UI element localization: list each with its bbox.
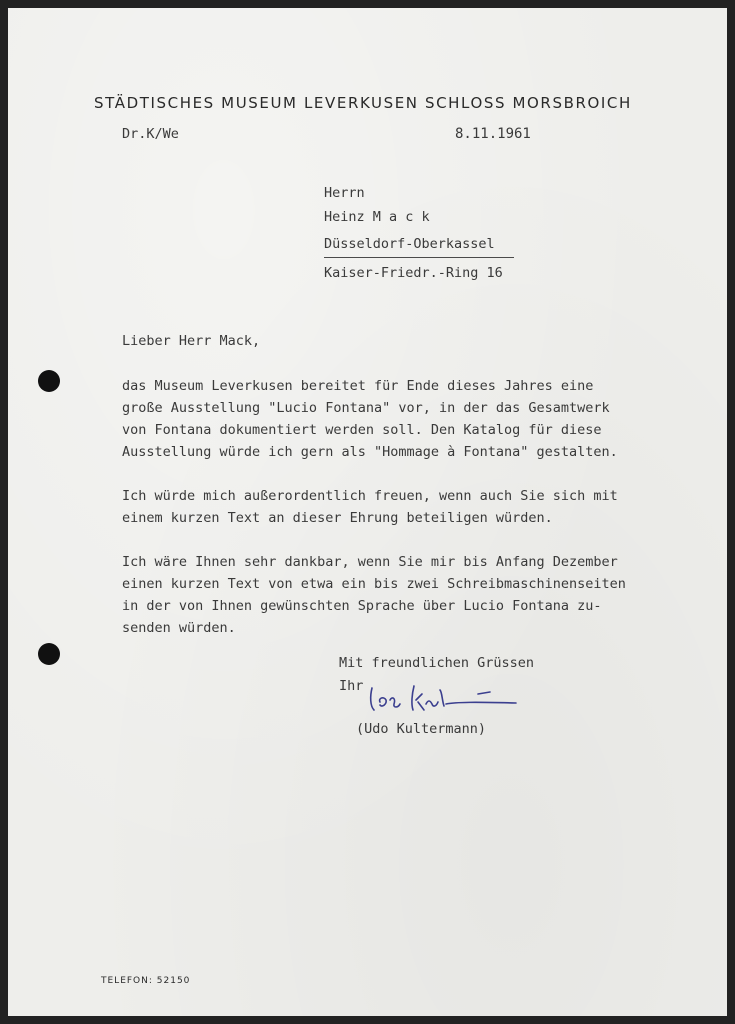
body-line: senden würden.	[122, 620, 236, 636]
punch-hole	[38, 370, 60, 392]
letter-date: 8.11.1961	[455, 126, 531, 142]
handwritten-signature	[366, 680, 526, 720]
body-paragraph-3	[122, 551, 682, 639]
address-underline	[324, 257, 514, 258]
body-line: Ich wäre Ihnen sehr dankbar, wenn Sie mir bis Anfang Dezember	[122, 554, 618, 570]
recipient-name: Heinz M a c k	[324, 209, 430, 225]
recipient-city: Düsseldorf-Oberkassel	[324, 236, 495, 252]
closing-phrase: Mit freundlichen Grüssen	[339, 655, 535, 671]
punch-hole	[38, 643, 60, 665]
body-line: das Museum Leverkusen bereitet für Ende dieses Jahres eine	[122, 378, 594, 394]
body-line: einen kurzen Text von etwa ein bis zwei Schreibmaschinenseiten	[122, 576, 626, 592]
salutation: Lieber Herr Mack,	[122, 333, 261, 349]
body-line: einem kurzen Text an dieser Ehrung beteiligen würden.	[122, 510, 553, 526]
recipient-street: Kaiser-Friedr.-Ring 16	[324, 265, 503, 281]
letterhead: STÄDTISCHES MUSEUM LEVERKUSEN SCHLOSS MORSBROICH	[94, 94, 632, 112]
closing-ihr: Ihr	[339, 678, 364, 694]
body-line: Ausstellung würde ich gern als "Hommage à Fontana" gestalten.	[122, 444, 618, 460]
footer-telephone: TELEFON: 52150	[101, 976, 191, 986]
body-paragraph-2	[122, 485, 682, 529]
body-line: in der von Ihnen gewünschten Sprache über Lucio Fontana zu-	[122, 598, 602, 614]
letter-page	[8, 8, 727, 1016]
body-line: Ich würde mich außerordentlich freuen, wenn auch Sie sich mit	[122, 488, 618, 504]
body-line: von Fontana dokumentiert werden soll. Den Katalog für diese	[122, 422, 602, 438]
body-paragraph-1	[122, 375, 682, 463]
reference-code: Dr.K/We	[122, 126, 179, 142]
signatory-name: (Udo Kultermann)	[356, 721, 487, 737]
body-line: große Ausstellung "Lucio Fontana" vor, in der das Gesamtwerk	[122, 400, 610, 416]
recipient-title: Herrn	[324, 185, 365, 201]
